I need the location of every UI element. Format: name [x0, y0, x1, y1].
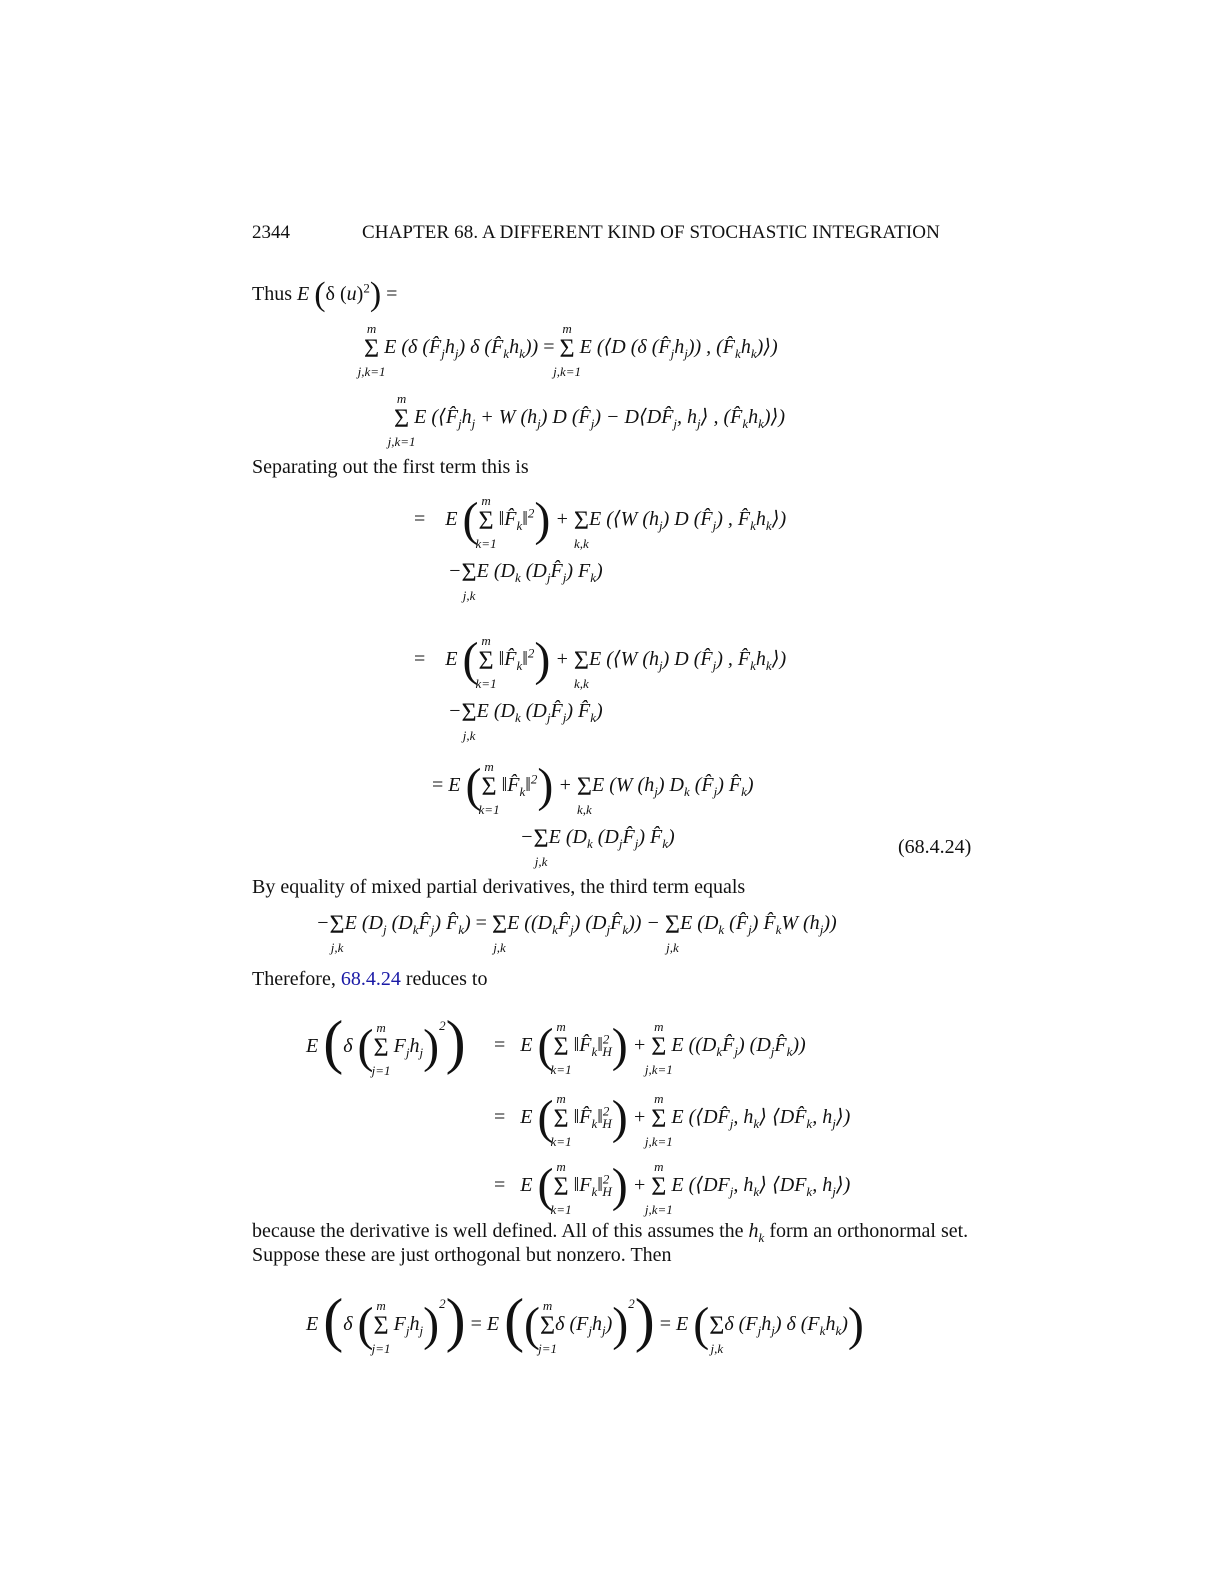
because-line: because the derivative is well defined. All of this assumes the $h_k$ form an orthonormal set.	[252, 1220, 969, 1245]
equation-6: −Σ j,k E ($D_j$ $(D_kF̂_j)$ $F̂_k) = \Sigma$ j,k E ($(D_kF̂_j)$ $(D_jF̂_k)) - \Sigma$ j,k E ($D_k$ $(F̂_j)$ $F̂_kW$ $(h_j)$)	[316, 910, 837, 955]
because-text: because the derivative is well defined. All of this assumes the	[252, 1220, 744, 1242]
equation-number: (68.4.24)	[898, 836, 972, 858]
equation-2: Σ m j,k=1 E ($⟨F̂_jh_j + W$ $(h_j)$ D $(F̂_j)$ − $D⟨DF̂_j$, $h_j⟩$ , $(F̂_kh_k)⟩$)	[387, 391, 786, 449]
suppose-text: Suppose these are just orthogonal but nonzero. Then	[252, 1244, 672, 1266]
running-header: CHAPTER 68. A DIFFERENT KIND OF STOCHASTIC INTEGRATION	[362, 222, 940, 243]
thus-text: Thus	[252, 283, 292, 305]
equation-4a: = E (Σ m k=1 $‖F̂_k‖^2) + \Sigma$ k,k E (⟨W $(h_j)$ D $(F̂_j)$ , $F̂_kh_k⟩$)	[414, 633, 787, 691]
equation-reference-link[interactable]: 68.4.24	[340, 968, 401, 990]
equation-8: E (δ (Σ m j=1 $F_jh_j)^2) = E$ ((Σ m j=1 δ $(F_jh_j))^2) = E$ (Σ j,k δ $(F_jh_j)$ δ $(F_kh_k)$)	[306, 1287, 864, 1356]
equation-3b: −Σ j,k E ($D_k$ $(D_jF̂_j)$ $F_k$)	[448, 558, 603, 603]
because-end-text: form an orthonormal set.	[769, 1220, 969, 1242]
intro-line: Thus E (δ $(u)^2$) =	[252, 276, 398, 313]
equation-5b: −Σ j,k E ($D_k$ $(D_jF̂_j)$ $F̂_k$)	[520, 824, 675, 869]
therefore-line	[252, 968, 487, 991]
page-number: 2344	[252, 222, 290, 243]
equation-5a: = E (Σ m k=1 $‖F̂_k‖^2) + \Sigma$ k,k E (W $(h_j)$ $D_k$ $(F̂_j)$ $F̂_k$)	[432, 759, 754, 817]
equation-4b: −Σ j,k E ($D_k$ $(D_jF̂_j)$ $F̂_k$)	[448, 698, 603, 743]
equation-7d: = E (Σ m k=1 $‖F_k‖^2_H) + \Sigma$ m j,k=1 E ($⟨DF_j$, $h_k⟩$ $⟨DF_k$, $h_j⟩$)	[494, 1159, 851, 1217]
equation-7a: E (δ (Σ m j=1 $F_jh_j)^2$)	[306, 1009, 466, 1078]
equation-3a: = E (Σ m k=1 $‖F̂_k‖^2) + \Sigma$ k,k E (⟨W $(h_j)$ D $(F̂_j)$ , $F̂_kh_k⟩$)	[414, 493, 787, 551]
reduces-text: reduces to	[405, 968, 488, 990]
separating-text: Separating out the first term this is	[252, 456, 529, 478]
equation-1: Σ m j,k=1 E (δ $(F̂_jh_j)$ δ $(F̂_kh_k)) = \Sigma$ m j,k=1 E (⟨D (δ $(F̂_jh_j)$) , $(F̂_kh_k)⟩$)	[357, 321, 778, 379]
equation-7b: = E (Σ m k=1 $‖F̂_k‖^2_H) + \Sigma$ m j,k=1 E ($(D_kF̂_j)$ $(D_jF̂_k)$)	[494, 1019, 806, 1077]
therefore-text: Therefore,	[252, 968, 336, 990]
mixed-partials-text: By equality of mixed partial derivatives, the third term equals	[252, 876, 746, 898]
equation-7c: = E (Σ m k=1 $‖F̂_k‖^2_H) + \Sigma$ m j,k=1 E ($⟨DF̂_j$, $h_k⟩$ $⟨DF̂_k$, $h_j⟩$)	[494, 1091, 851, 1149]
